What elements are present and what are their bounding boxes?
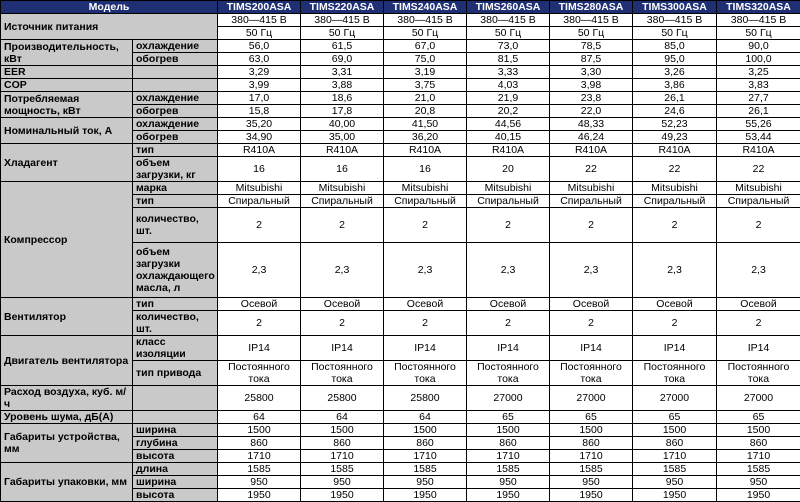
table-cell: Mitsubishi	[550, 182, 633, 195]
table-cell: 2,3	[467, 243, 550, 298]
table-cell: 1500	[633, 424, 717, 437]
table-cell: 2	[467, 311, 550, 336]
table-cell: 1710	[717, 450, 800, 463]
table-cell: 65	[717, 411, 800, 424]
table-cell: 34,90	[218, 131, 301, 144]
sub-label: ширина	[133, 424, 218, 437]
table-cell: 380—415 В	[218, 14, 301, 27]
table-cell: 860	[218, 437, 301, 450]
param-label: EER	[1, 66, 133, 79]
table-cell: 2	[384, 311, 467, 336]
table-cell: 950	[301, 476, 384, 489]
spec-table-body	[1, 14, 800, 502]
table-cell: 2	[218, 208, 301, 243]
table-cell: 24,6	[633, 105, 717, 118]
model-header-tims320asa: TIMS320ASA	[717, 1, 800, 14]
table-cell: 16	[384, 157, 467, 182]
table-cell: 1710	[301, 450, 384, 463]
table-cell: Спиральный	[301, 195, 384, 208]
sub-label: высота	[133, 450, 218, 463]
table-cell: Осевой	[218, 298, 301, 311]
param-label: Габариты устройства, мм	[1, 424, 133, 463]
table-cell: Спиральный	[550, 195, 633, 208]
table-row	[1, 298, 800, 311]
table-cell: 380—415 В	[467, 14, 550, 27]
table-cell: 3,26	[633, 66, 717, 79]
param-label: Номинальный ток, А	[1, 118, 133, 144]
table-cell: 2	[301, 208, 384, 243]
table-cell: Спиральный	[633, 195, 717, 208]
table-cell: 27000	[550, 386, 633, 411]
model-header-tims300asa: TIMS300ASA	[633, 1, 717, 14]
table-cell: Постоянного тока	[550, 361, 633, 386]
table-cell: 2,3	[301, 243, 384, 298]
table-cell: R410A	[717, 144, 800, 157]
table-cell: 17,0	[218, 92, 301, 105]
table-cell: 3,19	[384, 66, 467, 79]
table-cell: IP14	[301, 336, 384, 361]
sub-label: тип	[133, 144, 218, 157]
table-cell: 1500	[717, 424, 800, 437]
table-cell: 50 Гц	[467, 27, 550, 40]
table-cell: 65	[550, 411, 633, 424]
table-cell: 64	[301, 411, 384, 424]
table-cell: 65	[633, 411, 717, 424]
table-cell: 18,6	[301, 92, 384, 105]
table-row	[1, 336, 800, 361]
table-cell: 81,5	[467, 53, 550, 66]
sub-label: тип	[133, 195, 218, 208]
table-row	[1, 144, 800, 157]
table-cell: 950	[384, 476, 467, 489]
model-header-tims220asa: TIMS220ASA	[301, 1, 384, 14]
table-cell: 40,15	[467, 131, 550, 144]
table-cell: 85,0	[633, 40, 717, 53]
sub-label: количество, шт.	[133, 208, 218, 243]
table-cell: IP14	[717, 336, 800, 361]
table-cell: 860	[384, 437, 467, 450]
table-cell: 1585	[633, 463, 717, 476]
table-cell: 860	[301, 437, 384, 450]
table-cell: 2	[633, 311, 717, 336]
sub-label: охлаждение	[133, 92, 218, 105]
table-cell: 3,83	[717, 79, 800, 92]
table-cell: 50 Гц	[717, 27, 800, 40]
sub-label: охлаждение	[133, 40, 218, 53]
table-cell: 63,0	[218, 53, 301, 66]
table-cell: 49,23	[633, 131, 717, 144]
table-cell: 64	[384, 411, 467, 424]
sub-label: тип привода	[133, 361, 218, 386]
table-cell: 50 Гц	[550, 27, 633, 40]
table-cell: 2	[218, 311, 301, 336]
table-cell: 22	[550, 157, 633, 182]
table-row	[1, 66, 800, 79]
table-cell: 1710	[218, 450, 301, 463]
table-cell: R410A	[218, 144, 301, 157]
table-cell: 1710	[384, 450, 467, 463]
table-cell: 20,2	[467, 105, 550, 118]
table-cell: 950	[717, 476, 800, 489]
table-cell: Осевой	[550, 298, 633, 311]
sub-label: ширина	[133, 476, 218, 489]
table-cell: 1500	[467, 424, 550, 437]
sub-label	[133, 66, 218, 79]
table-cell: 55,26	[717, 118, 800, 131]
param-label: Источник питания	[1, 14, 218, 40]
table-cell: 27,7	[717, 92, 800, 105]
table-cell: Осевой	[717, 298, 800, 311]
table-cell: 950	[550, 476, 633, 489]
table-cell: 1950	[717, 489, 800, 502]
table-cell: 2	[633, 208, 717, 243]
table-cell: 1585	[301, 463, 384, 476]
table-row	[1, 40, 800, 53]
table-cell: 2	[717, 311, 800, 336]
table-cell: 1710	[467, 450, 550, 463]
table-cell: 56,0	[218, 40, 301, 53]
table-cell: Mitsubishi	[467, 182, 550, 195]
table-cell: R410A	[384, 144, 467, 157]
table-cell: 1950	[550, 489, 633, 502]
param-label: Уровень шума, дБ(А)	[1, 411, 133, 424]
param-label: Габариты упаковки, мм	[1, 463, 133, 502]
table-row	[1, 463, 800, 476]
table-cell: 1585	[218, 463, 301, 476]
table-cell: Спиральный	[467, 195, 550, 208]
sub-label	[133, 386, 218, 411]
table-cell: 2	[384, 208, 467, 243]
sub-label	[133, 79, 218, 92]
table-cell: 22	[717, 157, 800, 182]
table-cell: 52,23	[633, 118, 717, 131]
table-cell: 35,20	[218, 118, 301, 131]
table-cell: 27000	[467, 386, 550, 411]
table-row	[1, 14, 800, 27]
sub-label: класс изоляции	[133, 336, 218, 361]
table-cell: 90,0	[717, 40, 800, 53]
table-cell: 1950	[218, 489, 301, 502]
table-cell: 2	[467, 208, 550, 243]
table-row	[1, 411, 800, 424]
table-row	[1, 79, 800, 92]
table-cell: 1585	[717, 463, 800, 476]
table-cell: 2	[550, 311, 633, 336]
table-cell: 2,3	[633, 243, 717, 298]
param-label: Производительность, кВт	[1, 40, 133, 66]
table-cell: 3,86	[633, 79, 717, 92]
sub-label: тип	[133, 298, 218, 311]
table-cell: 25800	[384, 386, 467, 411]
param-label: Потребляемая мощность, кВт	[1, 92, 133, 118]
table-cell: Постоянного тока	[717, 361, 800, 386]
table-row	[1, 92, 800, 105]
table-cell: 2	[550, 208, 633, 243]
table-cell: 50 Гц	[633, 27, 717, 40]
table-cell: 1710	[633, 450, 717, 463]
table-cell: 16	[218, 157, 301, 182]
table-cell: Спиральный	[218, 195, 301, 208]
table-cell: Осевой	[301, 298, 384, 311]
table-cell: IP14	[218, 336, 301, 361]
table-cell: Спиральный	[384, 195, 467, 208]
table-cell: 2	[717, 208, 800, 243]
table-cell: Осевой	[384, 298, 467, 311]
table-cell: 46,24	[550, 131, 633, 144]
table-cell: Постоянного тока	[633, 361, 717, 386]
table-cell: 50 Гц	[301, 27, 384, 40]
model-header-tims280asa: TIMS280ASA	[550, 1, 633, 14]
table-cell: 25800	[218, 386, 301, 411]
table-cell: 380—415 В	[633, 14, 717, 27]
table-cell: Постоянного тока	[384, 361, 467, 386]
table-cell: 1950	[384, 489, 467, 502]
table-cell: 4,03	[467, 79, 550, 92]
table-cell: Mitsubishi	[218, 182, 301, 195]
sub-label	[133, 411, 218, 424]
table-cell: Спиральный	[717, 195, 800, 208]
table-cell: 1950	[633, 489, 717, 502]
table-cell: 3,88	[301, 79, 384, 92]
table-cell: 1500	[384, 424, 467, 437]
table-cell: Mitsubishi	[384, 182, 467, 195]
table-cell: Mitsubishi	[633, 182, 717, 195]
table-cell: 27000	[633, 386, 717, 411]
table-cell: R410A	[633, 144, 717, 157]
table-cell: 860	[717, 437, 800, 450]
table-cell: 380—415 В	[301, 14, 384, 27]
table-cell: Постоянного тока	[467, 361, 550, 386]
table-cell: 2	[301, 311, 384, 336]
sub-label: глубина	[133, 437, 218, 450]
sub-label: количество, шт.	[133, 311, 218, 336]
table-cell: 25800	[301, 386, 384, 411]
table-cell: Осевой	[633, 298, 717, 311]
table-cell: 3,75	[384, 79, 467, 92]
table-cell: 21,9	[467, 92, 550, 105]
model-header-tims240asa: TIMS240ASA	[384, 1, 467, 14]
table-cell: 1585	[384, 463, 467, 476]
table-cell: 50 Гц	[218, 27, 301, 40]
table-cell: 65	[467, 411, 550, 424]
table-cell: 15,8	[218, 105, 301, 118]
table-cell: 48,33	[550, 118, 633, 131]
table-cell: 26,1	[633, 92, 717, 105]
table-row	[1, 386, 800, 411]
table-row	[1, 182, 800, 195]
table-cell: 78,5	[550, 40, 633, 53]
table-cell: 20	[467, 157, 550, 182]
table-cell: 380—415 В	[384, 14, 467, 27]
table-cell: 3,99	[218, 79, 301, 92]
table-cell: 860	[467, 437, 550, 450]
sub-label: обогрев	[133, 131, 218, 144]
table-cell: 95,0	[633, 53, 717, 66]
table-cell: 2,3	[384, 243, 467, 298]
header-row	[1, 1, 800, 14]
table-cell: 17,8	[301, 105, 384, 118]
table-cell: 100,0	[717, 53, 800, 66]
table-cell: 36,20	[384, 131, 467, 144]
table-cell: 950	[467, 476, 550, 489]
param-label: COP	[1, 79, 133, 92]
table-cell: R410A	[301, 144, 384, 157]
sub-label: обогрев	[133, 53, 218, 66]
table-cell: 950	[633, 476, 717, 489]
table-cell: 75,0	[384, 53, 467, 66]
param-label: Компрессор	[1, 182, 133, 298]
table-cell: 87,5	[550, 53, 633, 66]
table-cell: 16	[301, 157, 384, 182]
table-cell: 860	[633, 437, 717, 450]
table-cell: 23,8	[550, 92, 633, 105]
table-cell: 73,0	[467, 40, 550, 53]
param-label: Расход воздуха, куб. м/ч	[1, 386, 133, 411]
table-cell: 3,25	[717, 66, 800, 79]
table-cell: 64	[218, 411, 301, 424]
table-cell: R410A	[467, 144, 550, 157]
table-cell: 21,0	[384, 92, 467, 105]
table-cell: 3,30	[550, 66, 633, 79]
table-cell: 1585	[467, 463, 550, 476]
table-cell: 3,31	[301, 66, 384, 79]
table-cell: 380—415 В	[550, 14, 633, 27]
table-cell: 1710	[550, 450, 633, 463]
table-row	[1, 118, 800, 131]
model-header-tims260asa: TIMS260ASA	[467, 1, 550, 14]
param-label: Двигатель вентилятора	[1, 336, 133, 386]
table-cell: 53,44	[717, 131, 800, 144]
table-cell: 27000	[717, 386, 800, 411]
model-header: Модель	[1, 1, 218, 14]
table-cell: 2,3	[218, 243, 301, 298]
model-header-tims200asa: TIMS200ASA	[218, 1, 301, 14]
table-cell: 1950	[467, 489, 550, 502]
sub-label: обогрев	[133, 105, 218, 118]
table-cell: 22	[633, 157, 717, 182]
table-cell: 50 Гц	[384, 27, 467, 40]
table-cell: 61,5	[301, 40, 384, 53]
table-cell: 380—415 В	[717, 14, 800, 27]
table-cell: 1500	[550, 424, 633, 437]
param-label: Хладагент	[1, 144, 133, 182]
table-cell: 1500	[301, 424, 384, 437]
sub-label: марка	[133, 182, 218, 195]
table-cell: 3,98	[550, 79, 633, 92]
sub-label: охлаждение	[133, 118, 218, 131]
table-cell: IP14	[633, 336, 717, 361]
table-cell: 3,29	[218, 66, 301, 79]
table-cell: 44,56	[467, 118, 550, 131]
table-cell: Mitsubishi	[301, 182, 384, 195]
table-cell: 26,1	[717, 105, 800, 118]
table-cell: 1950	[301, 489, 384, 502]
table-cell: 20,8	[384, 105, 467, 118]
table-cell: 2,3	[550, 243, 633, 298]
table-cell: Осевой	[467, 298, 550, 311]
table-cell: 35,00	[301, 131, 384, 144]
sub-label: высота	[133, 489, 218, 502]
table-cell: R410A	[550, 144, 633, 157]
sub-label: объем загрузки, кг	[133, 157, 218, 182]
table-cell: 67,0	[384, 40, 467, 53]
table-cell: 3,33	[467, 66, 550, 79]
table-cell: IP14	[467, 336, 550, 361]
table-cell: 69,0	[301, 53, 384, 66]
table-cell: 950	[218, 476, 301, 489]
table-cell: 40,00	[301, 118, 384, 131]
table-cell: Mitsubishi	[717, 182, 800, 195]
table-cell: 41,50	[384, 118, 467, 131]
table-cell: 860	[550, 437, 633, 450]
sub-label: объем загрузки охлаждающего масла, л	[133, 243, 218, 298]
param-label: Вентилятор	[1, 298, 133, 336]
table-cell: 1500	[218, 424, 301, 437]
table-row	[1, 424, 800, 437]
table-cell: 22,0	[550, 105, 633, 118]
table-cell: IP14	[384, 336, 467, 361]
table-cell: 1585	[550, 463, 633, 476]
table-cell: 2,3	[717, 243, 800, 298]
table-cell: Постоянного тока	[301, 361, 384, 386]
table-cell: Постоянного тока	[218, 361, 301, 386]
table-cell: IP14	[550, 336, 633, 361]
sub-label: длина	[133, 463, 218, 476]
